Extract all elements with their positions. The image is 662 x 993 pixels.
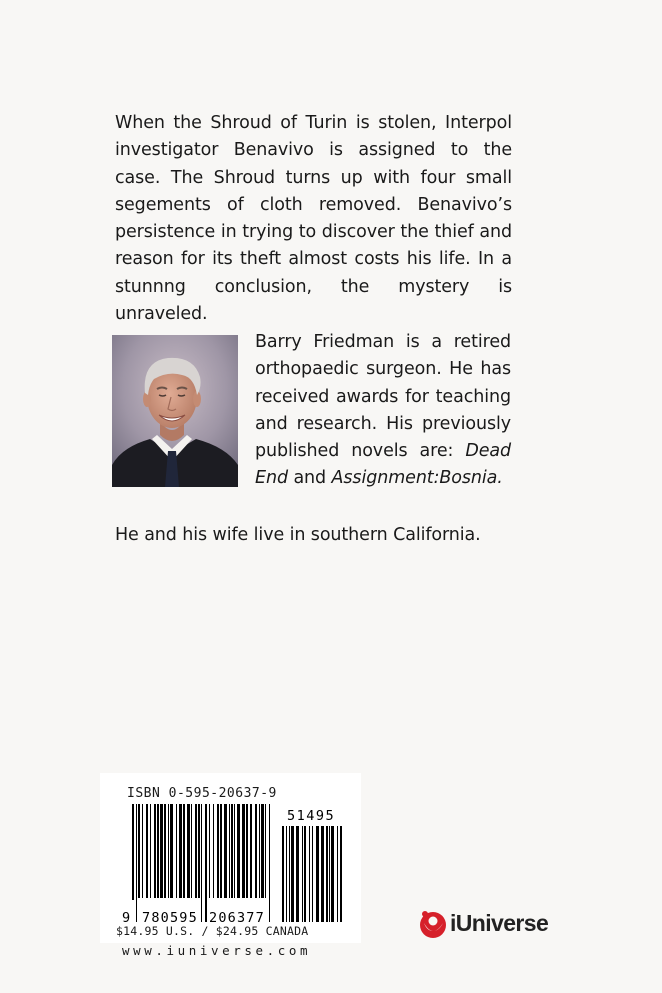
ean-lead-digit: 9 <box>122 910 131 924</box>
supplement-bars <box>282 826 342 922</box>
ean-right-digits: 206377 <box>209 910 265 924</box>
synopsis <box>115 110 512 328</box>
barcode-bar <box>331 826 334 922</box>
barcode-bar <box>150 804 151 898</box>
barcode-bar <box>164 804 166 898</box>
barcode-bar <box>242 804 245 898</box>
barcode-bar <box>340 826 342 922</box>
author-bio-paragraph <box>255 329 511 493</box>
barcode-bar <box>329 826 330 922</box>
barcode-bar <box>231 804 233 898</box>
barcode-bar <box>259 804 260 898</box>
barcode-bar <box>168 804 169 898</box>
barcode-bar <box>170 804 173 898</box>
barcode-bar <box>136 804 137 922</box>
barcode-bar <box>255 804 257 898</box>
iuniverse-swirl-icon <box>417 907 449 939</box>
barcode-bar <box>261 804 264 898</box>
synopsis-text: When the Shroud of Turin is stolen, Interpol investigator Benavivo is assigned to the case. The Shroud turns up with four small segements of cloth removed. Benavivo’s persistence in trying to discover the thief and reason for its theft almost costs his life. In a stunnng conclusion, the mystery is unraveled. <box>115 113 512 325</box>
barcode-bar <box>296 826 299 922</box>
barcode-bar <box>195 804 197 898</box>
barcode-bar <box>286 826 287 922</box>
publisher-name: iUniverse <box>450 909 549 936</box>
barcode-bar <box>265 804 266 898</box>
author-bio-text: Barry Friedman is a retired orthopaedic surgeon. He has received awards for teaching and research. His previously published novels are: <box>255 332 511 462</box>
barcode-bar <box>237 804 240 898</box>
barcode-bar <box>154 804 156 898</box>
barcode-bar <box>321 826 324 922</box>
barcode-box <box>100 773 361 943</box>
book-title-assignment-bosnia: Assignment:Bosnia. <box>331 468 503 489</box>
barcode-bar <box>250 804 252 898</box>
barcode-bar <box>337 826 338 922</box>
barcode-bar <box>179 804 182 898</box>
barcode-bar <box>198 804 200 898</box>
barcode-bar <box>282 826 284 922</box>
website-url: www.iuniverse.com <box>122 943 312 958</box>
ean-left-digits: 780595 <box>142 910 198 924</box>
author-residence: He and his wife live in southern California. <box>115 525 481 545</box>
publisher-logo <box>417 907 548 939</box>
barcode-bar <box>302 826 303 922</box>
barcode-bar <box>183 804 185 898</box>
barcode <box>122 804 352 924</box>
barcode-bar <box>217 804 219 898</box>
barcode-bar <box>312 826 313 922</box>
barcode-bar <box>142 804 143 898</box>
barcode-bar <box>289 826 290 922</box>
barcode-bar <box>304 826 306 922</box>
barcode-bar <box>201 804 202 922</box>
barcode-bar <box>309 826 310 922</box>
barcode-bar <box>213 804 214 898</box>
barcode-bar <box>224 804 227 898</box>
barcode-bar <box>269 804 270 922</box>
book-title-dead-end: Dead End <box>255 441 511 489</box>
barcode-bar <box>291 826 294 922</box>
isbn-label: ISBN 0-595-20637-9 <box>127 786 277 801</box>
barcode-bar <box>246 804 248 898</box>
barcode-bar <box>187 804 190 898</box>
barcode-bar <box>157 804 159 898</box>
barcode-bar <box>146 804 148 898</box>
barcode-bar <box>191 804 192 898</box>
barcode-bar <box>220 804 222 898</box>
author-bio <box>255 329 511 493</box>
barcode-bar <box>229 804 230 898</box>
barcode-bar <box>176 804 177 898</box>
barcode-bar <box>205 804 207 922</box>
author-photo <box>112 335 238 487</box>
price-line: $14.95 U.S. / $24.95 CANADA <box>116 924 309 938</box>
barcode-bar <box>209 804 210 898</box>
barcode-bar <box>326 826 328 922</box>
barcode-bar <box>138 804 140 898</box>
supplement-digits: 51495 <box>287 808 336 824</box>
barcode-bar <box>316 826 319 922</box>
barcode-bar <box>160 804 163 898</box>
bio-connector: and <box>293 468 327 489</box>
barcode-bar <box>234 804 235 898</box>
